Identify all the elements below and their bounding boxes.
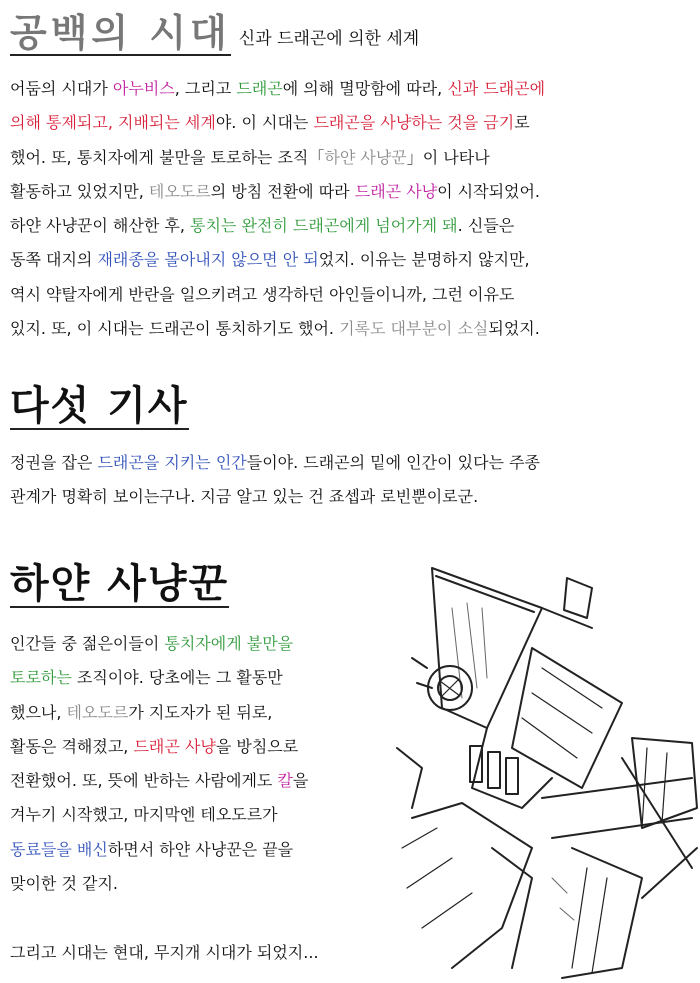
text-run: 활동은 격해졌고, [10,736,134,756]
text-line [10,798,308,832]
highlighted-phrase: 기록도 대부분이 소실 [339,319,489,339]
section-heading-void-era [10,11,420,56]
page-title: 공백의 시대 [10,11,231,55]
highlighted-phrase: 통치는 완전히 드래곤에게 넘어가게 돼 [190,216,458,236]
text-run: 되었지. [488,319,540,339]
text-line [10,696,308,730]
text-line [10,175,545,209]
text-line [10,480,540,514]
text-line [10,730,308,764]
highlighted-phrase: 드래곤을 사냥하는 것을 금기 [313,113,515,133]
text-run: 전환했어. 또, 뜻에 반하는 사람에게도 [10,771,278,791]
page-subtitle: 신과 드래곤에 의한 세계 [238,29,420,49]
text-run: 하면서 하얀 사냥꾼은 끝을 [107,839,294,859]
text-run: 관계가 명확히 보이는구나. 지금 알고 있는 건 죠셉과 로빈뿐이로군. [10,487,479,507]
highlighted-phrase: 칼 [277,771,293,791]
highlighted-phrase: 재래종을 몰아내지 않으면 안 되 [97,250,319,270]
text-run: 겨누기 시작했고, 마지막엔 테오도르가 [10,805,278,825]
highlighted-phrase: 드래곤 사냥 [133,736,216,756]
armored-knight-illustration [392,548,700,983]
text-run: 정권을 잡은 [10,453,98,472]
text-run: 역시 약탈자에게 반란을 일으키려고 생각하던 아인들이니까, 그런 이유도 [10,284,515,304]
text-run: , 그리고 [174,79,237,98]
highlighted-phrase: 의해 통제되고, 지배되는 세계 [10,113,216,133]
highlighted-phrase: 통치자에게 불만을 [164,634,294,653]
text-line [10,278,545,312]
text-run: 조직이야. 당초에는 그 활동만 [71,668,283,688]
text-line [10,243,545,277]
highlighted-phrase: 동료들을 배신 [10,839,108,859]
highlighted-phrase: 아누비스 [112,79,175,98]
text-run: 야. 이 시대는 [215,113,314,133]
text-run: 활동하고 있었지만, [10,181,149,201]
text-line [10,141,545,175]
text-run: 어둠의 시대가 [10,79,113,98]
text-run: 을 [292,771,309,791]
text-line [10,209,545,243]
text-run: 을 방침으로 [215,736,299,756]
text-line [10,764,308,798]
text-run: 가 지도자가 된 뒤로, [128,702,273,722]
text-run: 맞이한 것 같지. [10,874,118,894]
text-run: 했으나, [10,702,67,722]
highlighted-phrase: 드래곤 [236,79,283,98]
text-run: 의 방침 전환에 따라 [210,181,355,201]
highlighted-phrase: 테오도르 [66,702,129,722]
text-run: 있지. 또, 이 시대는 드래곤이 통치하기도 했어. [10,319,340,339]
text-line [10,446,540,480]
closing-line: 그리고 시대는 현대, 무지개 시대가 되었지... [10,943,319,962]
text-run: 동쪽 대지의 [10,250,98,270]
highlighted-phrase: 신과 드래곤에 [447,79,546,98]
text-run: 에 의해 멸망함에 따라, [282,79,448,98]
section-title: 다섯 기사 [10,383,189,429]
knights-description [10,446,540,515]
text-line [10,627,308,661]
text-line [10,72,545,106]
text-run: 었지. 이유는 분명하지 않지만, [318,250,530,270]
text-line [10,312,545,346]
highlighted-phrase: 토로하는 [10,668,72,688]
section-heading-five-knights [10,383,189,430]
text-run: 이 시작되었어. [437,181,541,201]
highlighted-phrase: 하얀 사냥꾼 [324,147,407,167]
text-run: 들이야. 드래곤의 밑에 인간이 있다는 주종 [246,453,541,472]
text-line [10,106,545,140]
highlighted-phrase: 테오도르 [148,181,211,201]
text-run: 」이 나타나 [406,147,490,167]
section-title: 하얀 사냥꾼 [10,561,230,607]
text-run: . 신들은 [457,216,515,236]
text-line [10,833,308,867]
text-run: 하얀 사냥꾼이 해산한 후, [10,216,190,236]
text-line [10,867,308,901]
section-heading-white-hunters [10,561,230,608]
highlighted-phrase: 드래곤을 지키는 인간 [97,453,247,472]
hunters-description [10,627,308,901]
highlighted-phrase: 드래곤 사냥 [354,181,438,201]
text-run: 했어. 또, 통치자에게 불만을 토로하는 조직「 [10,147,325,167]
text-run: 인간들 중 젊은이들이 [10,634,165,653]
text-line [10,661,308,695]
era-description [10,72,545,346]
text-run: 로 [514,113,530,133]
